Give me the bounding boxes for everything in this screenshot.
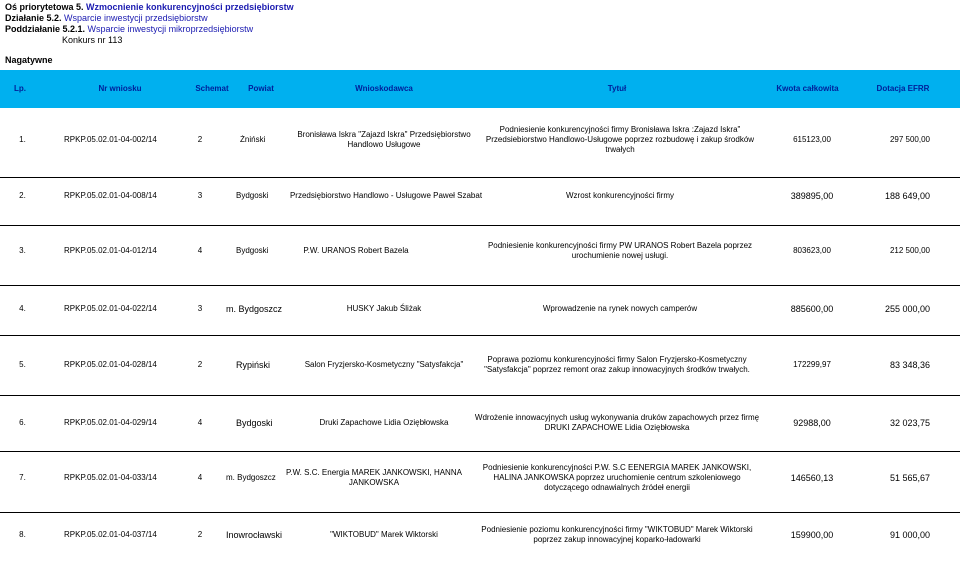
cell-tytul: Podniesienie konkurencyjności firmy Bronisława Iskra :Zajazd Iskra" Przedsiebiorstwo Handlowo-Usługowe poprzez rozbudowę i zakup środków trwałych bbox=[485, 125, 755, 154]
cell-tytul: Poprawa poziomu konkurencyjności firmy Salon Fryzjersko-Kosmetyczny "Satysfakcja" poprzez remont oraz zakup innowacyjnych środków trwałych. bbox=[484, 355, 750, 374]
priority-line bbox=[5, 2, 294, 13]
cell-dotacja: 188 649,00 bbox=[884, 190, 930, 201]
cell-schemat: 3 bbox=[197, 304, 203, 313]
col-wnioskodawca: Wnioskodawca bbox=[355, 84, 413, 93]
cell-tytul: Podniesienie konkurencyjności firmy PW URANOS Robert Bazela poprzez urochumienie nowej usługi. bbox=[487, 241, 753, 260]
cell-kwota: 803623,00 bbox=[793, 246, 831, 255]
cell-powiat: m. Bydgoszcz bbox=[226, 473, 276, 482]
cell-wnioskodawca: HUSKY Jakub Śliżak bbox=[346, 304, 422, 313]
cell-schemat: 2 bbox=[197, 530, 203, 539]
cell-kwota: 92988,00 bbox=[793, 417, 831, 428]
col-powiat: Powiat bbox=[248, 84, 274, 93]
cell-lp: 3. bbox=[19, 246, 26, 255]
cell-lp: 8. bbox=[19, 530, 26, 539]
action-label: Działanie 5.2. bbox=[5, 13, 62, 23]
cell-tytul: Wzrost konkurencyjności firmy bbox=[565, 191, 675, 200]
cell-dotacja: 212 500,00 bbox=[889, 246, 930, 255]
col-tytul: Tytuł bbox=[607, 84, 627, 93]
cell-kwota: 615123,00 bbox=[793, 135, 831, 144]
row-divider bbox=[0, 285, 960, 286]
cell-tytul: Wprowadzenie na rynek nowych camperów bbox=[542, 304, 698, 313]
cell-kwota: 389895,00 bbox=[790, 190, 834, 201]
col-nr: Nr wniosku bbox=[98, 84, 142, 93]
subaction-label: Poddziałanie 5.2.1. bbox=[5, 24, 86, 34]
cell-wnioskodawca: P.W. S.C. Energia MAREK JANKOWSKI, HANNA JANKOWSKA bbox=[286, 468, 462, 487]
action-line bbox=[5, 13, 208, 24]
cell-powiat: Bydgoski bbox=[236, 417, 273, 428]
cell-wnioskodawca: Bronisława Iskra "Zajazd Iskra" Przedsiębiorstwo Handlowo Usługowe bbox=[297, 130, 471, 149]
cell-schemat: 4 bbox=[197, 473, 203, 482]
cell-nr: RPKP.05.02.01-04-029/14 bbox=[64, 418, 157, 427]
row-divider bbox=[0, 512, 960, 513]
cell-dotacja: 83 348,36 bbox=[889, 359, 930, 370]
priority-label: Oś priorytetowa 5. bbox=[5, 2, 84, 12]
cell-kwota: 172299,97 bbox=[793, 360, 831, 369]
cell-kwota: 146560,13 bbox=[790, 472, 834, 483]
cell-nr: RPKP.05.02.01-04-033/14 bbox=[64, 473, 157, 482]
cell-tytul: Wdrożenie innowacyjnych usług wykonywania druków zapachowych przez firmę DRUKI ZAPACHOWE Lidia Oziębłowska bbox=[474, 413, 760, 432]
cell-nr: RPKP.05.02.01-04-002/14 bbox=[64, 135, 157, 144]
row-divider bbox=[0, 395, 960, 396]
section-title: Nagatywne bbox=[5, 55, 53, 65]
subaction-name: Wsparcie inwestycji mikroprzedsiębiorstw bbox=[87, 24, 254, 34]
cell-tytul: Podniesienie konkurencyjności P.W. S.C EENERGIA MAREK JANKOWSKI, HALINA JANKOWSKA poprzez uruchomienie centrum szkoleniowego dotyczącego odnawialnych źródeł energii bbox=[482, 463, 752, 492]
col-kwota: Kwota całkowita bbox=[776, 84, 839, 93]
col-schemat: Schemat bbox=[195, 84, 229, 93]
col-lp: Lp. bbox=[14, 84, 26, 93]
cell-dotacja: 297 500,00 bbox=[889, 135, 930, 144]
row-divider bbox=[0, 451, 960, 452]
cell-wnioskodawca: "WIKTOBUD" Marek Wiktorski bbox=[330, 530, 438, 539]
priority-name: Wzmocnienie konkurencyjności przedsiębiorstw bbox=[86, 2, 294, 12]
cell-dotacja: 255 000,00 bbox=[884, 303, 930, 314]
row-divider bbox=[0, 225, 960, 226]
cell-schemat: 4 bbox=[197, 418, 203, 427]
cell-wnioskodawca: Przedsiębiorstwo Handlowo - Usługowe Paweł Szabat bbox=[289, 191, 483, 200]
cell-schemat: 4 bbox=[197, 246, 203, 255]
cell-schemat: 3 bbox=[197, 191, 203, 200]
cell-dotacja: 91 000,00 bbox=[889, 529, 930, 540]
cell-powiat: Rypiński bbox=[236, 359, 271, 370]
cell-powiat: Bydgoski bbox=[236, 191, 269, 200]
cell-wnioskodawca: Druki Zapachowe Lidia Oziębłowska bbox=[319, 418, 449, 427]
cell-dotacja: 51 565,67 bbox=[889, 472, 930, 483]
cell-powiat: Żniński bbox=[240, 135, 266, 144]
cell-kwota: 159900,00 bbox=[790, 529, 834, 540]
cell-nr: RPKP.05.02.01-04-028/14 bbox=[64, 360, 157, 369]
cell-powiat: Inowrocławski bbox=[226, 529, 283, 540]
cell-lp: 2. bbox=[19, 191, 26, 200]
cell-schemat: 2 bbox=[197, 135, 203, 144]
cell-nr: RPKP.05.02.01-04-008/14 bbox=[64, 191, 157, 200]
row-divider bbox=[0, 177, 960, 178]
cell-schemat: 2 bbox=[197, 360, 203, 369]
cell-kwota: 885600,00 bbox=[790, 303, 834, 314]
cell-tytul: Podniesienie poziomu konkurencyjności firmy "WIKTOBUD" Marek Wiktorski poprzez zakup innowacyjnej koparko-ładowarki bbox=[481, 525, 753, 544]
col-dotacja: Dotacja EFRR bbox=[876, 84, 930, 93]
cell-lp: 1. bbox=[19, 135, 26, 144]
contest-number: Konkurs nr 113 bbox=[62, 35, 123, 45]
cell-lp: 7. bbox=[19, 473, 26, 482]
cell-nr: RPKP.05.02.01-04-022/14 bbox=[64, 304, 157, 313]
cell-nr: RPKP.05.02.01-04-037/14 bbox=[64, 530, 157, 539]
row-divider bbox=[0, 335, 960, 336]
cell-wnioskodawca: P.W. URANOS Robert Bazela bbox=[303, 246, 409, 255]
cell-lp: 5. bbox=[19, 360, 26, 369]
cell-dotacja: 32 023,75 bbox=[889, 417, 930, 428]
cell-powiat: Bydgoski bbox=[236, 246, 269, 255]
cell-lp: 4. bbox=[19, 304, 26, 313]
subaction-line bbox=[5, 24, 253, 35]
cell-wnioskodawca: Salon Fryzjersko-Kosmetyczny "Satysfakcja" bbox=[304, 360, 464, 369]
action-name: Wsparcie inwestycji przedsiębiorstw bbox=[64, 13, 208, 23]
cell-lp: 6. bbox=[19, 418, 26, 427]
cell-powiat: m. Bydgoszcz bbox=[226, 303, 283, 314]
cell-nr: RPKP.05.02.01-04-012/14 bbox=[64, 246, 157, 255]
